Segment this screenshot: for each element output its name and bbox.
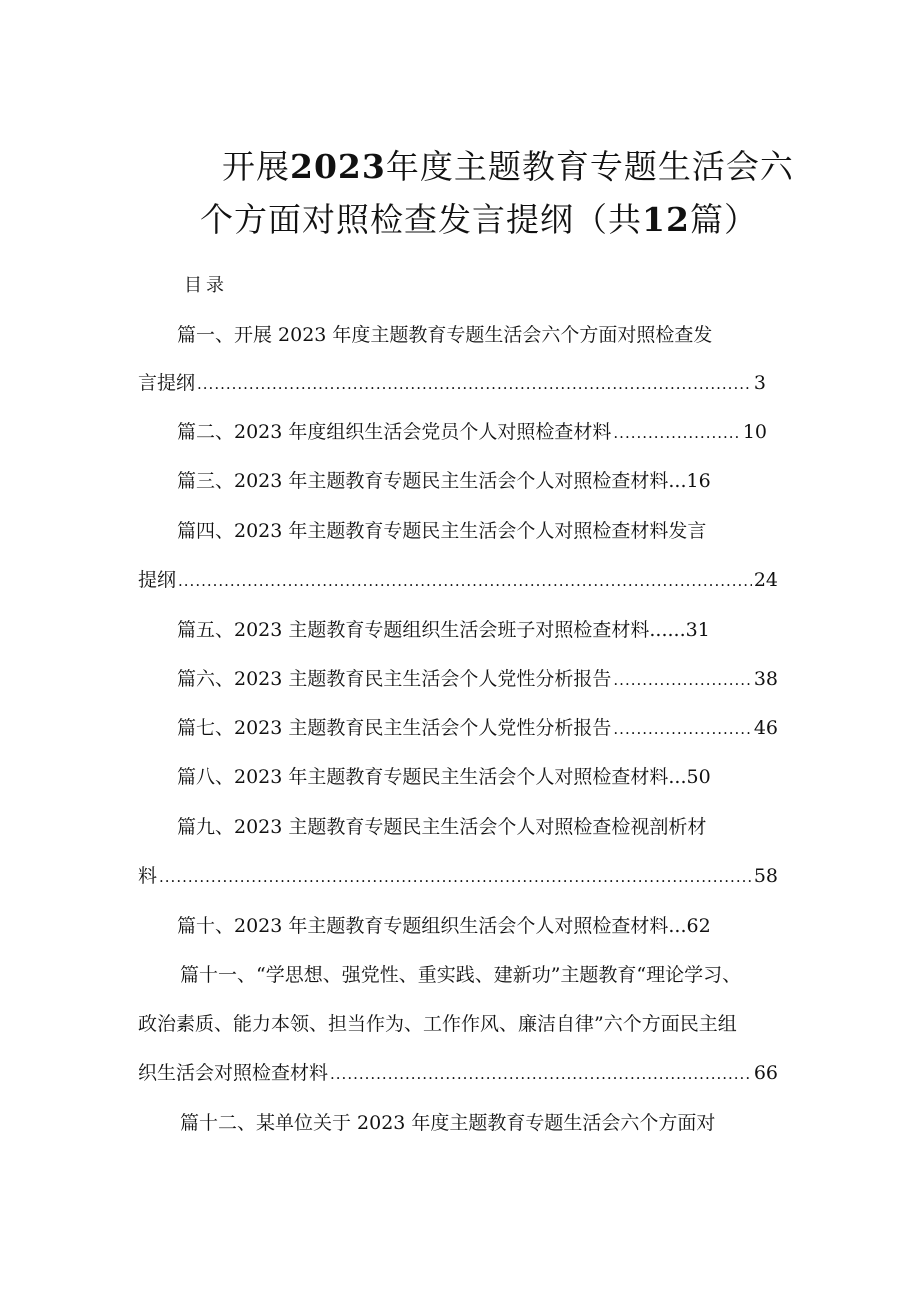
toc-entry-text: 料: [138, 865, 158, 887]
toc-page-number: 50: [686, 766, 711, 788]
document-title-line-1: 开展2023年度主题教育专题生活会六: [222, 147, 794, 186]
toc-entry-4[interactable]: [138, 567, 778, 593]
leader-dots: [178, 568, 752, 594]
toc-entry-text: 篇十、2023 年主题教育专题组织生活会个人对照检查材料...: [177, 915, 687, 937]
toc-entry-9[interactable]: [138, 863, 778, 889]
toc-entry-5[interactable]: [177, 617, 710, 643]
leader-dots: [197, 371, 752, 397]
toc-entry-7[interactable]: [177, 715, 778, 741]
toc-page-number: 24: [753, 569, 778, 591]
toc-entry-10[interactable]: [177, 913, 711, 939]
toc-entry-3[interactable]: [177, 468, 711, 494]
toc-entry-text: 提纲: [138, 569, 177, 591]
toc-entry-12-line-1[interactable]: 篇十二、某单位关于 2023 年度主题教育专题生活会六个方面对: [180, 1112, 716, 1134]
toc-page-number: 10: [742, 421, 767, 443]
toc-page-number: 62: [686, 915, 711, 937]
toc-entry-text: 言提纲: [138, 372, 196, 394]
toc-entry-11-line-1[interactable]: 篇十一、“学思想、强党性、重实践、建新功”主题教育“理论学习、: [180, 964, 742, 986]
toc-entry-6[interactable]: [177, 666, 778, 692]
toc-page-number: 58: [753, 865, 778, 887]
toc-entry-9-line-1[interactable]: 篇九、2023 主题教育专题民主生活会个人对照检查检视剖析材: [177, 816, 707, 838]
toc-entry-1-line-1[interactable]: 篇一、开展 2023 年度主题教育专题生活会六个方面对照检查发: [177, 324, 713, 346]
toc-page-number: 38: [753, 668, 778, 690]
leader-dots: [613, 420, 740, 446]
toc-heading: 目录: [184, 275, 228, 296]
leader-dots: [613, 716, 751, 742]
toc-page-number: 16: [686, 470, 711, 492]
toc-page-number: 3: [753, 372, 766, 394]
toc-entry-text: 篇五、2023 主题教育专题组织生活会班子对照检查材料......: [177, 619, 686, 641]
leader-dots: [613, 667, 751, 693]
toc-page-number: 46: [753, 717, 778, 739]
toc-entry-11[interactable]: [138, 1060, 778, 1086]
toc-entry-text: 织生活会对照检查材料: [138, 1062, 329, 1084]
leader-dots: [330, 1061, 752, 1087]
document-title-line-2: 个方面对照检查发言提纲（共12篇）: [200, 200, 758, 239]
toc-entry-4-line-1[interactable]: 篇四、2023 年主题教育专题民主生活会个人对照检查材料发言: [177, 520, 707, 542]
toc-page-number: 31: [685, 619, 710, 641]
toc-entry-11-line-2[interactable]: 政治素质、能力本领、担当作为、工作作风、廉洁自律”六个方面民主组: [138, 1013, 737, 1035]
toc-entry-8[interactable]: [177, 764, 711, 790]
toc-entry-2[interactable]: [177, 419, 767, 445]
toc-entry-text: 篇二、2023 年度组织生活会党员个人对照检查材料: [177, 421, 612, 443]
toc-entry-text: 篇三、2023 年主题教育专题民主生活会个人对照检查材料...: [177, 470, 687, 492]
toc-entry-text: 篇七、2023 主题教育民主生活会个人党性分析报告: [177, 717, 612, 739]
toc-page-number: 66: [753, 1062, 778, 1084]
leader-dots: [159, 864, 752, 890]
toc-entry-text: 篇六、2023 主题教育民主生活会个人党性分析报告: [177, 668, 612, 690]
toc-entry-text: 篇八、2023 年主题教育专题民主生活会个人对照检查材料...: [177, 766, 687, 788]
toc-entry-1[interactable]: [138, 370, 766, 396]
